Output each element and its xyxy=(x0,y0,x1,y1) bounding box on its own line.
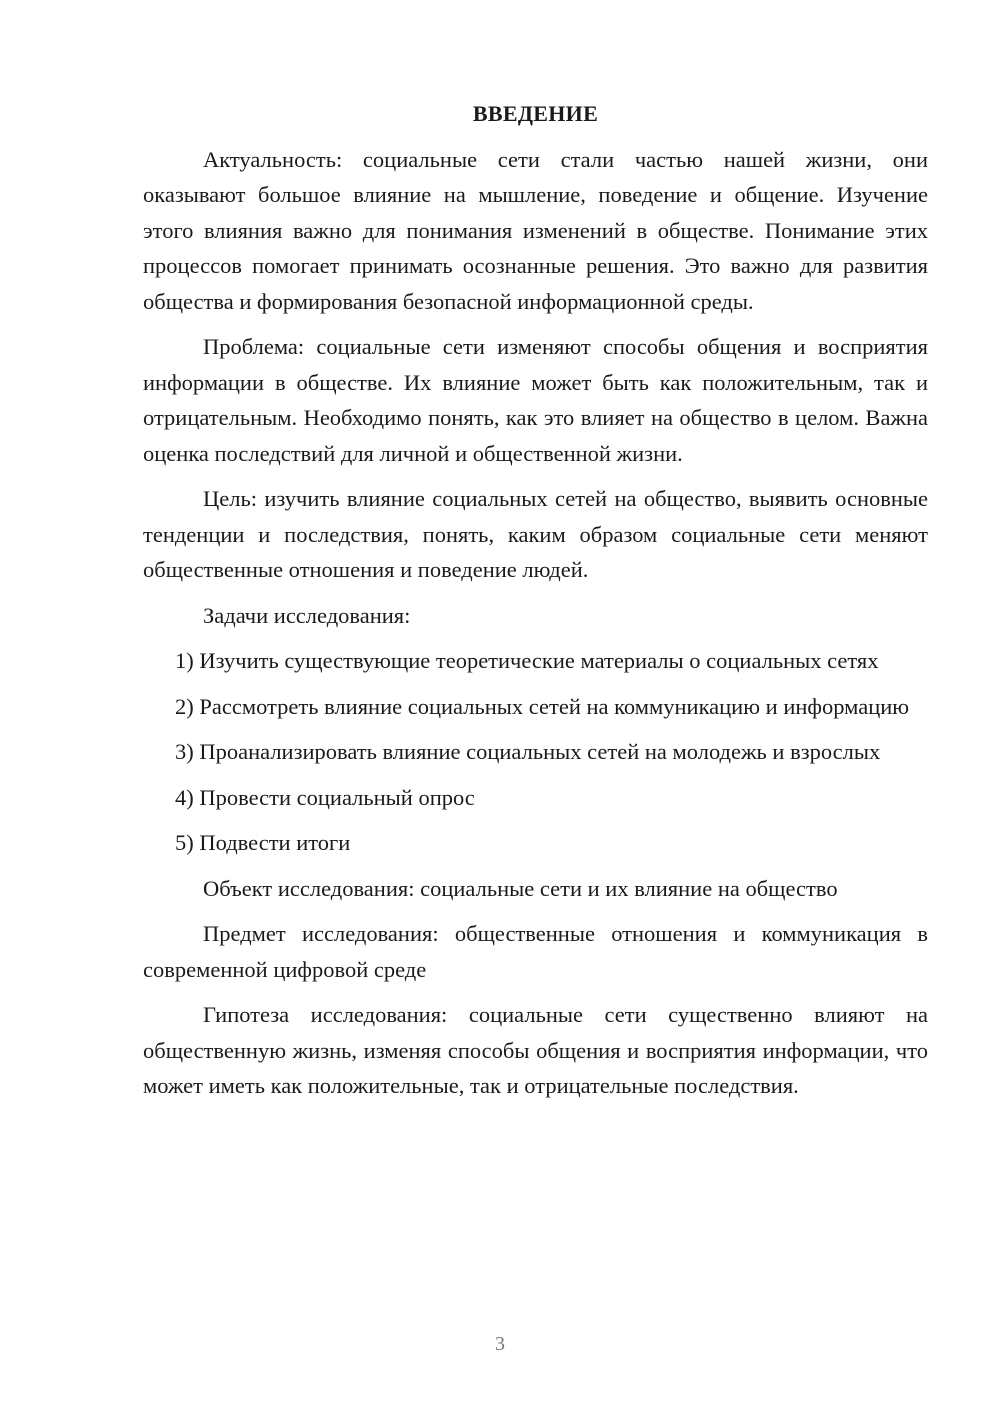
task-item-4: 4) Провести социальный опрос xyxy=(175,784,475,810)
hypothesis-paragraph: Гипотеза исследования: социальные сети существенно влияют на общественную жизнь, изменяя способы общения и восприятия информации, что может иметь как положительные, так и отрицательные последствия. xyxy=(143,1002,928,1098)
task-item-5: 5) Подвести итоги xyxy=(175,830,351,855)
document-page xyxy=(143,96,928,1114)
task-item-2: 2) Рассмотреть влияние социальных сетей на коммуникацию и информацию xyxy=(175,693,910,719)
tasks-heading: Задачи исследования: xyxy=(203,602,411,628)
relevance-paragraph: Актуальность: социальные сети стали частью нашей жизни, они оказывают большое влияние на мышление, поведение и общение. Изучение этого влияния важно для понимания изменений в обществе. Понимание этих процессов помогает принимать осознанные решения. Это важно для развития общества и формирования безопасной информационной среды. xyxy=(143,146,928,314)
problem-paragraph: Проблема: социальные сети изменяют способы общения и восприятия информации в обществе. Их влияние может быть как положительным, так и отрицательным. Необходимо понять, как это влияет на общество в целом. Важна оценка последствий для личной и общественной жизни. xyxy=(143,334,928,466)
object-paragraph: Объект исследования: социальные сети и их влияние на общество xyxy=(203,875,838,901)
task-item-1: 1) Изучить существующие теоретические материалы о социальных сетях xyxy=(175,648,879,673)
goal-paragraph: Цель: изучить влияние социальных сетей на общество, выявить основные тенденции и последствия, понять, каким образом социальные сети меняют общественные отношения и поведение людей. xyxy=(143,486,928,582)
page-number: 3 xyxy=(495,1333,505,1355)
subject-paragraph: Предмет исследования: общественные отношения и коммуникация в современной цифровой среде xyxy=(143,921,928,982)
task-item-3: 3) Проанализировать влияние социальных сетей на молодежь и взрослых xyxy=(175,739,881,764)
section-title: ВВЕДЕНИЕ xyxy=(472,101,599,126)
